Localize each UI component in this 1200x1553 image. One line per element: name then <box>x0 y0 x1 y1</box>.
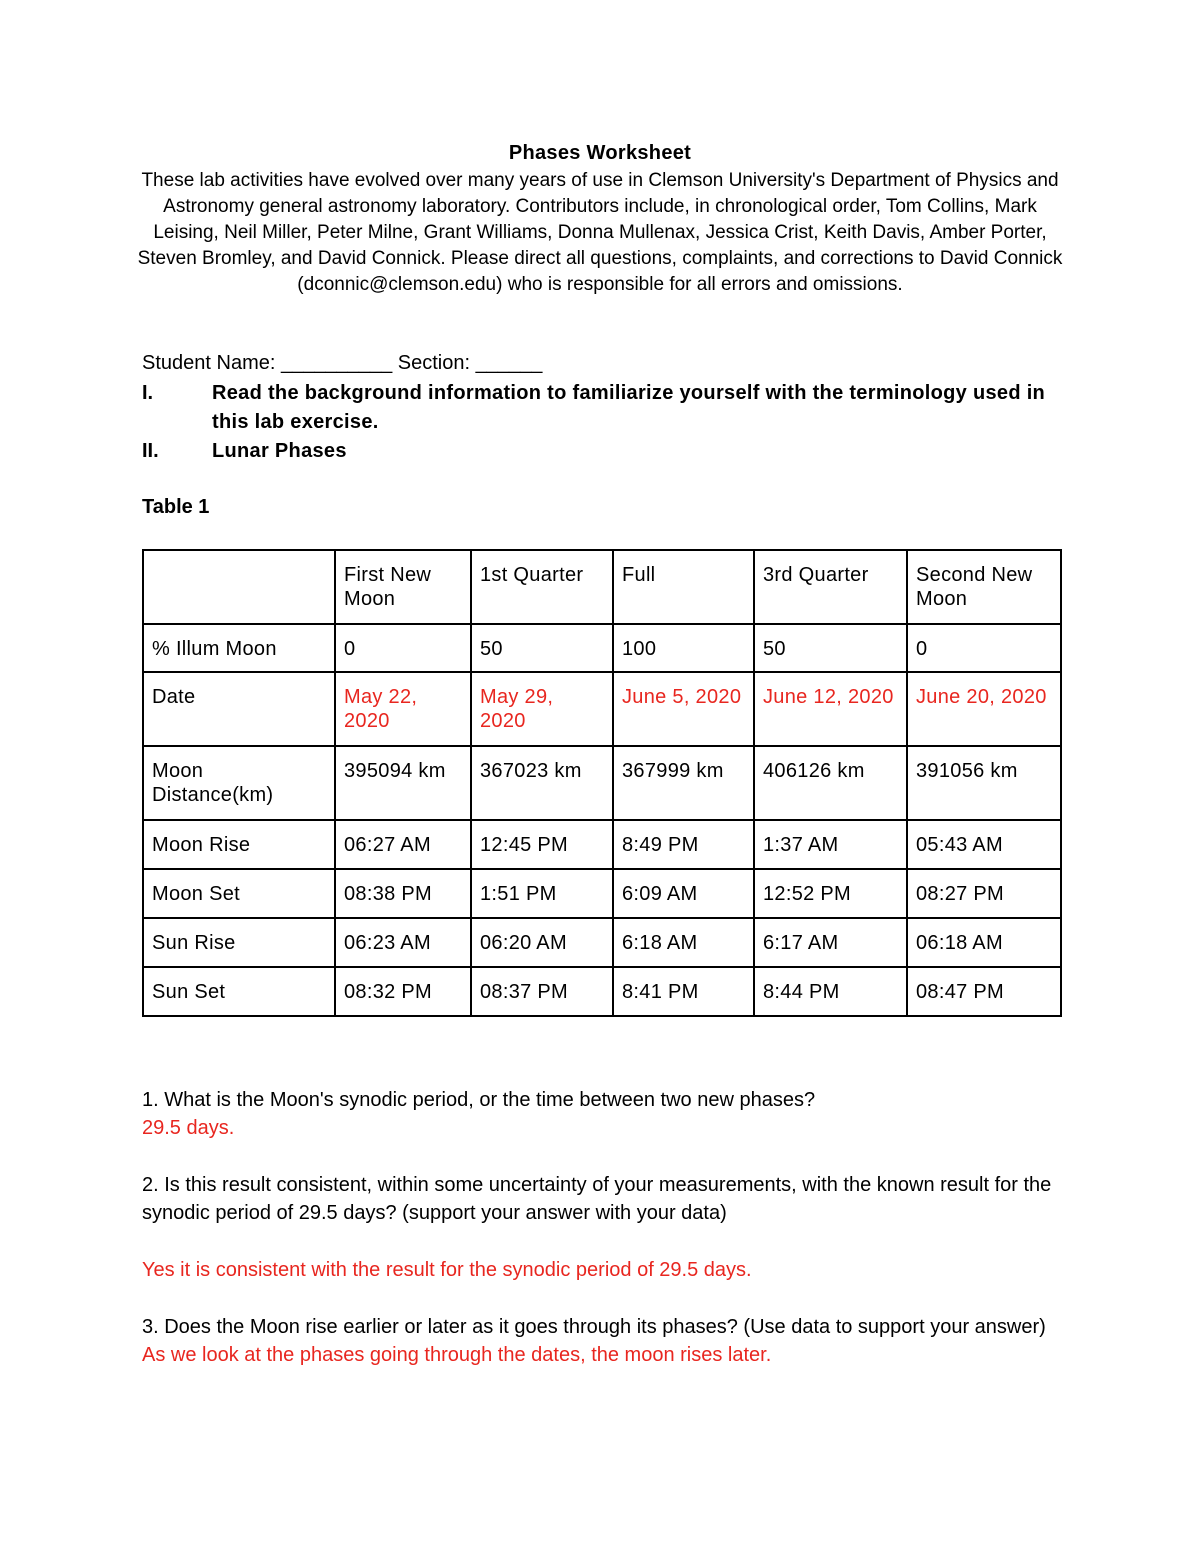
instruction-item <box>142 437 1072 466</box>
table-cell: 391056 km <box>907 746 1061 820</box>
table-cell: 8:49 PM <box>613 820 754 869</box>
instruction-text: Lunar Phases <box>212 440 347 462</box>
student-name-section-line: Student Name: __________ Section: ______ <box>142 352 543 374</box>
table-cell: 0 <box>335 624 471 672</box>
table-cell: 06:20 AM <box>471 918 613 967</box>
page-title: Phases Worksheet <box>508 142 692 164</box>
table-row <box>143 820 1061 869</box>
table-cell: 06:23 AM <box>335 918 471 967</box>
answer-cell: May 22, 2020 <box>335 672 471 746</box>
table-cell: 406126 km <box>754 746 907 820</box>
header-cell: First New Moon <box>335 550 471 624</box>
table-cell: 6:18 AM <box>613 918 754 967</box>
answer-3: As we look at the phases going through the dates, the moon rises later. <box>142 1344 772 1366</box>
question-3: 3. Does the Moon rise earlier or later as it goes through its phases? (Use data to support your answer) <box>142 1316 1046 1338</box>
table-cell: 367023 km <box>471 746 613 820</box>
instruction-text: Read the background information to familiarize yourself with the terminology used in this lab exercise. <box>212 382 1046 433</box>
table-cell: 100 <box>613 624 754 672</box>
instruction-number: I. <box>142 382 154 404</box>
instruction-list <box>142 379 1072 466</box>
table-cell: 367999 km <box>613 746 754 820</box>
table-cell: 08:38 PM <box>335 869 471 918</box>
table-cell: 1:37 AM <box>754 820 907 869</box>
table-cell: 8:44 PM <box>754 967 907 1016</box>
table-row <box>143 672 1061 746</box>
table-cell: 08:37 PM <box>471 967 613 1016</box>
lunar-phases-table <box>142 549 1062 1017</box>
answer-cell: May 29, 2020 <box>471 672 613 746</box>
table-row <box>143 918 1061 967</box>
answer-cell: June 5, 2020 <box>613 672 754 746</box>
instruction-item <box>142 379 1072 437</box>
table-cell: 0 <box>907 624 1061 672</box>
header-cell: Second New Moon <box>907 550 1061 624</box>
question-2: 2. Is this result consistent, within some uncertainty of your measurements, with the known result for the synodic period of 29.5 days? (support your answer with your data) <box>142 1174 1052 1224</box>
table-cell: 12:52 PM <box>754 869 907 918</box>
table-header-row <box>143 550 1061 624</box>
question-1: 1. What is the Moon's synodic period, or the time between two new phases? <box>142 1089 816 1111</box>
header-cell: Full <box>613 550 754 624</box>
table-cell: 395094 km <box>335 746 471 820</box>
answer-cell: June 20, 2020 <box>907 672 1061 746</box>
table-row <box>143 869 1061 918</box>
table-cell: 06:18 AM <box>907 918 1061 967</box>
answer-2: Yes it is consistent with the result for the synodic period of 29.5 days. <box>142 1259 752 1281</box>
table-cell: 8:41 PM <box>613 967 754 1016</box>
table-row <box>143 624 1061 672</box>
table-cell: 12:45 PM <box>471 820 613 869</box>
table-cell: 06:27 AM <box>335 820 471 869</box>
row-label: Sun Set <box>143 967 335 1016</box>
header-cell: 1st Quarter <box>471 550 613 624</box>
table-cell: 50 <box>471 624 613 672</box>
table-cell: 6:17 AM <box>754 918 907 967</box>
answer-1: 29.5 days. <box>142 1117 235 1139</box>
answer-cell: June 12, 2020 <box>754 672 907 746</box>
table-cell: 05:43 AM <box>907 820 1061 869</box>
table-cell: 6:09 AM <box>613 869 754 918</box>
row-label: Date <box>143 672 335 746</box>
header-cell: 3rd Quarter <box>754 550 907 624</box>
intro-paragraph: These lab activities have evolved over many years of use in Clemson University's Department of Physics and Astronomy general astronomy laboratory. Contributors include, in chronological order, Tom Collins, Mark Leising, Neil Miller, Peter Milne, Grant Williams, Donna Mullenax, Jessica Crist, Keith Davis, Amber Porter, Steven Bromley, and David Connick. Please direct all questions, complaints, and corrections to David Connick (dconnic@clemson.edu) who is responsible for all errors and omissions. <box>137 170 1063 295</box>
table-row <box>143 746 1061 820</box>
row-label: Moon Set <box>143 869 335 918</box>
table-cell: 50 <box>754 624 907 672</box>
row-label: Sun Rise <box>143 918 335 967</box>
table-cell: 08:32 PM <box>335 967 471 1016</box>
questions-section <box>142 1086 1072 1369</box>
table-cell: 1:51 PM <box>471 869 613 918</box>
table-cell: 08:47 PM <box>907 967 1061 1016</box>
table-cell: 08:27 PM <box>907 869 1061 918</box>
header-cell <box>143 550 335 624</box>
row-label: % Illum Moon <box>143 624 335 672</box>
instruction-number: II. <box>142 440 159 462</box>
row-label: Moon Rise <box>143 820 335 869</box>
row-label: Moon Distance(km) <box>143 746 335 820</box>
table-label: Table 1 <box>142 496 210 518</box>
table-row <box>143 967 1061 1016</box>
